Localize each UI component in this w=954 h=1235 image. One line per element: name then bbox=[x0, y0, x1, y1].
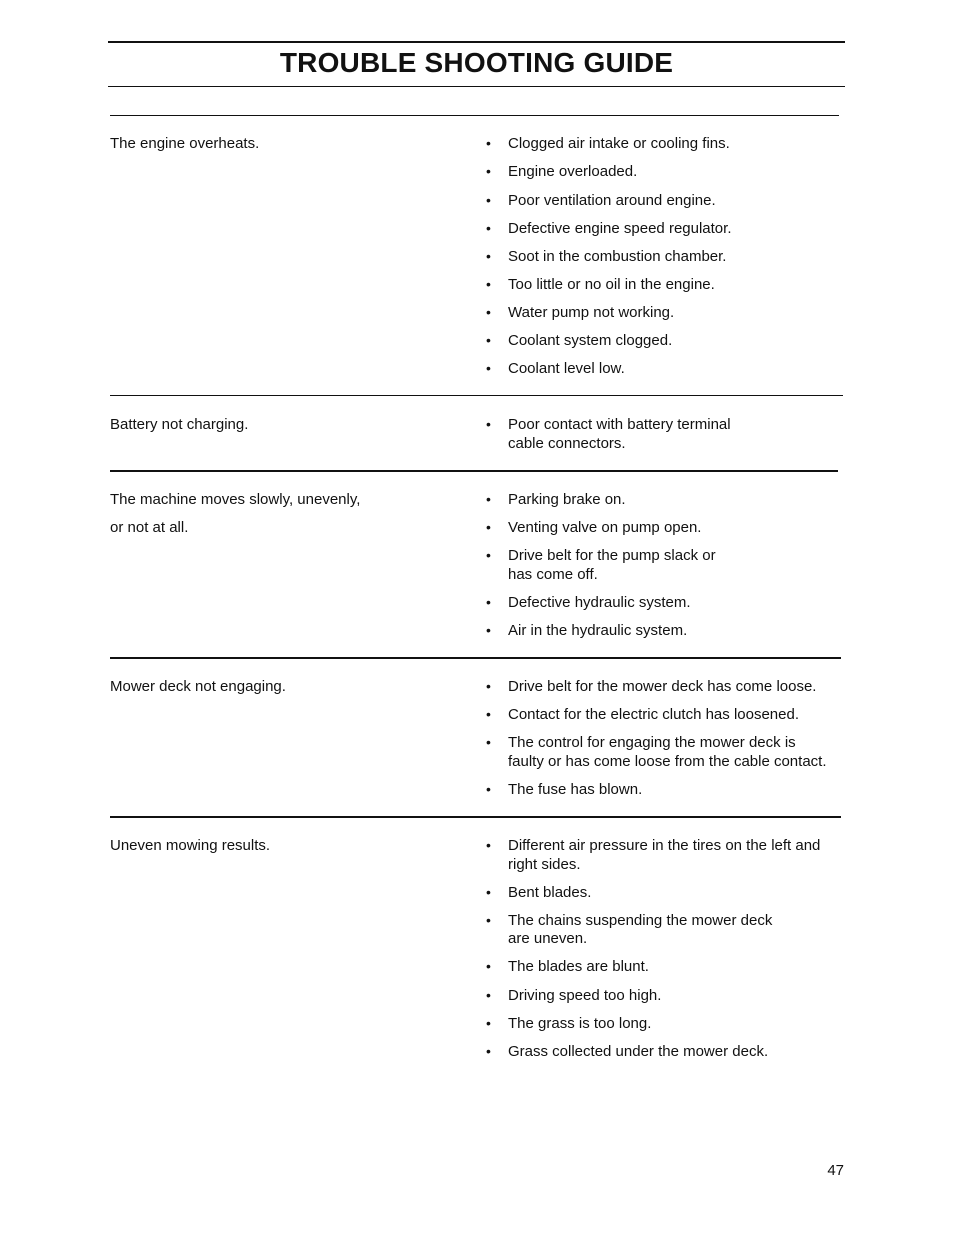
cause-text: Clogged air intake or cooling fins. bbox=[508, 135, 730, 152]
cause-text-continued: cable connectors. bbox=[508, 435, 626, 452]
cause-text: Poor ventilation around engine. bbox=[508, 192, 716, 209]
problem-text: The engine overheats. bbox=[110, 135, 260, 152]
section-divider bbox=[110, 657, 841, 659]
cause-text: Air in the hydraulic system. bbox=[508, 622, 688, 639]
problem-text: Mower deck not engaging. bbox=[110, 678, 286, 695]
page-number: 47 bbox=[827, 1162, 844, 1179]
page-title: TROUBLE SHOOTING GUIDE bbox=[279, 47, 674, 78]
cause-text: The blades are blunt. bbox=[508, 958, 649, 975]
cause-text-continued: faulty or has come loose from the cable contact. bbox=[508, 753, 827, 770]
cause-text: Parking brake on. bbox=[508, 491, 626, 508]
bullet: • bbox=[486, 594, 491, 610]
bullet: • bbox=[486, 547, 491, 563]
bullet: • bbox=[486, 622, 491, 638]
cause-text: The fuse has blown. bbox=[508, 781, 643, 798]
bullet: • bbox=[486, 781, 491, 797]
cause-text-continued: has come off. bbox=[508, 566, 598, 583]
cause-text: Drive belt for the mower deck has come loose. bbox=[508, 678, 817, 695]
bullet: • bbox=[486, 135, 491, 151]
bullet: • bbox=[486, 491, 491, 507]
cause-text: Coolant level low. bbox=[508, 360, 625, 377]
bullet: • bbox=[486, 519, 491, 535]
section-divider bbox=[110, 470, 838, 472]
bullet: • bbox=[486, 706, 491, 722]
cause-text: Soot in the combustion chamber. bbox=[508, 248, 727, 265]
problem-text: The machine moves slowly, unevenly, bbox=[110, 491, 361, 508]
bullet: • bbox=[486, 248, 491, 264]
problem-text: Uneven mowing results. bbox=[110, 837, 271, 854]
bullet: • bbox=[486, 192, 491, 208]
cause-text: Bent blades. bbox=[508, 884, 592, 901]
bullet: • bbox=[486, 332, 491, 348]
cause-text: Coolant system clogged. bbox=[508, 332, 673, 349]
bullet: • bbox=[486, 958, 491, 974]
bullet: • bbox=[486, 884, 491, 900]
cause-text: Defective hydraulic system. bbox=[508, 594, 691, 611]
header-top-rule bbox=[108, 41, 845, 43]
cause-text: Drive belt for the pump slack or bbox=[508, 547, 716, 564]
bullet: • bbox=[486, 416, 491, 432]
bullet: • bbox=[486, 360, 491, 376]
bullet: • bbox=[486, 912, 491, 928]
bullet: • bbox=[486, 987, 491, 1003]
bullet: • bbox=[486, 1015, 491, 1031]
problem-text: Battery not charging. bbox=[110, 416, 249, 433]
cause-text: Water pump not working. bbox=[508, 304, 675, 321]
header-bottom-rule bbox=[108, 86, 845, 87]
bullet: • bbox=[486, 220, 491, 236]
cause-text: Grass collected under the mower deck. bbox=[508, 1043, 769, 1060]
cause-text: Too little or no oil in the engine. bbox=[508, 276, 715, 293]
cause-text: Defective engine speed regulator. bbox=[508, 220, 732, 237]
bullet: • bbox=[486, 1043, 491, 1059]
cause-text-continued: are uneven. bbox=[508, 930, 588, 947]
cause-text: Engine overloaded. bbox=[508, 163, 638, 180]
section-divider bbox=[110, 395, 843, 396]
bullet: • bbox=[486, 678, 491, 694]
cause-text: The grass is too long. bbox=[508, 1015, 652, 1032]
bullet: • bbox=[486, 837, 491, 853]
bullet: • bbox=[486, 163, 491, 179]
section-divider bbox=[110, 816, 841, 818]
bullet: • bbox=[486, 734, 491, 750]
bullet: • bbox=[486, 276, 491, 292]
cause-text: The chains suspending the mower deck bbox=[508, 912, 773, 929]
cause-text: Different air pressure in the tires on the left and bbox=[508, 837, 821, 854]
cause-text: Poor contact with battery terminal bbox=[508, 416, 731, 433]
cause-text: The control for engaging the mower deck is bbox=[508, 734, 796, 751]
cause-text: Driving speed too high. bbox=[508, 987, 662, 1004]
cause-text: Venting valve on pump open. bbox=[508, 519, 702, 536]
section-divider bbox=[110, 115, 839, 116]
cause-text-continued: right sides. bbox=[508, 856, 581, 873]
problem-text-continued: or not at all. bbox=[110, 519, 189, 536]
cause-text: Contact for the electric clutch has loosened. bbox=[508, 706, 799, 723]
bullet: • bbox=[486, 304, 491, 320]
